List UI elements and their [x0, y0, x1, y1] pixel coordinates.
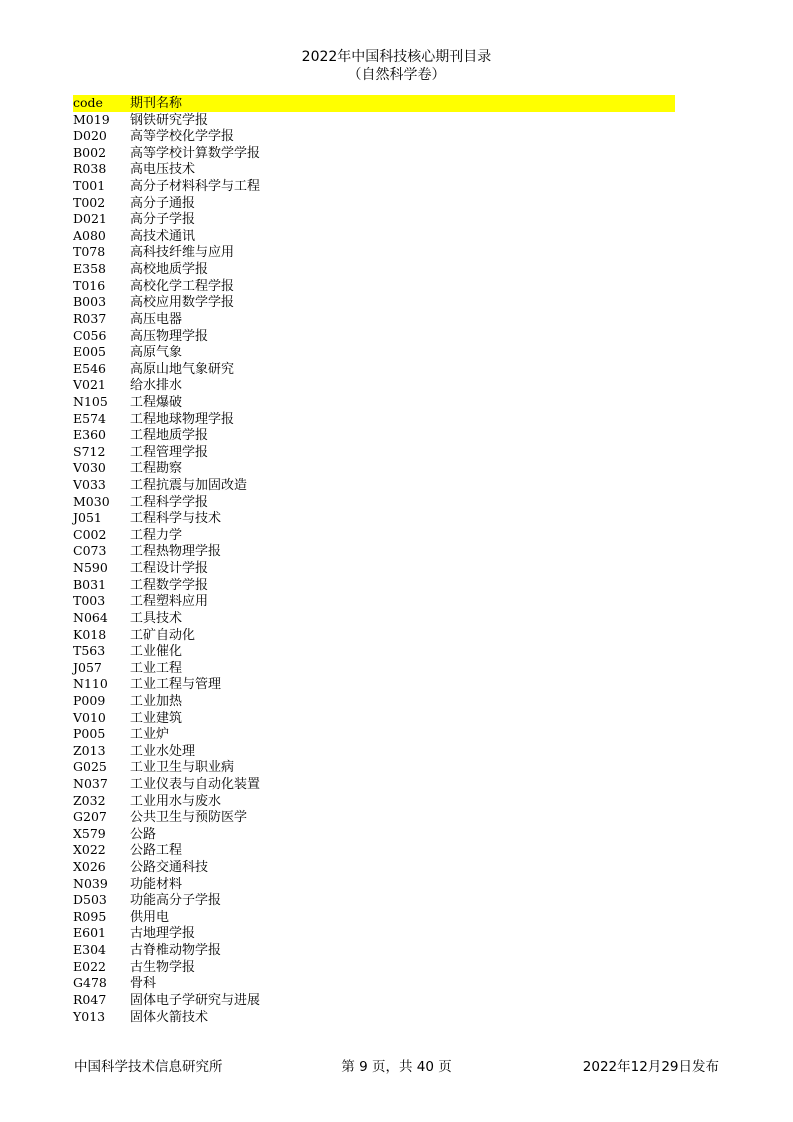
table-row [73, 377, 675, 394]
journal-name: 工程数学学报 [130, 577, 209, 593]
journal-code: Z032 [73, 792, 106, 808]
table-row [73, 809, 675, 826]
table-row [73, 826, 675, 843]
journal-code: G478 [73, 975, 107, 991]
table-row [73, 743, 675, 760]
journal-code: J057 [73, 659, 102, 675]
journal-code: R095 [73, 908, 107, 924]
journal-name: 工业卫生与职业病 [130, 760, 235, 776]
journal-code: D020 [73, 128, 107, 144]
journal-code: E005 [73, 344, 106, 360]
table-row [73, 543, 675, 560]
table-row [73, 145, 675, 162]
journal-name: 工程勘察 [130, 461, 183, 477]
journal-code: J051 [73, 510, 102, 526]
journal-code: T563 [73, 643, 106, 659]
journal-code: N064 [73, 609, 108, 625]
table-row [73, 643, 675, 660]
journal-name: 工程抗震与加固改造 [130, 478, 248, 494]
journal-name: 高校化学工程学报 [130, 278, 235, 294]
table-row [73, 211, 675, 228]
table-row [73, 942, 675, 959]
table-row [73, 759, 675, 776]
journal-name: 公路交通科技 [130, 860, 209, 876]
journal-name: 钢铁研究学报 [130, 112, 209, 128]
table-row [73, 427, 675, 444]
journal-name: 固体火箭技术 [130, 1009, 209, 1025]
journal-name: 工程地质学报 [130, 428, 209, 444]
journal-code: X022 [73, 842, 106, 858]
table-row [73, 660, 675, 677]
table-row [73, 460, 675, 477]
journal-code: P009 [73, 692, 106, 708]
table-row [73, 577, 675, 594]
journal-name: 古生物学报 [130, 959, 196, 975]
journal-name: 工程塑料应用 [130, 594, 209, 610]
journal-name: 工程地球物理学报 [130, 411, 235, 427]
table-row [73, 278, 675, 295]
table-row [73, 195, 675, 212]
table-row [73, 876, 675, 893]
table-row [73, 726, 675, 743]
journal-code: Z013 [73, 742, 106, 758]
footer-publisher: 中国科学技术信息研究所 [74, 1059, 223, 1075]
journal-code: N110 [73, 676, 108, 692]
table-row [73, 527, 675, 544]
journal-name: 工业炉 [130, 727, 170, 743]
journal-code: M030 [73, 493, 110, 509]
table-row [73, 925, 675, 942]
table-row [73, 494, 675, 511]
journal-name: 工业用水与废水 [130, 793, 222, 809]
table-row [73, 112, 675, 129]
journal-code: B031 [73, 576, 107, 592]
journal-code: R037 [73, 310, 107, 326]
journal-name: 工业工程 [130, 660, 183, 676]
table-row [73, 328, 675, 345]
journal-name: 古脊椎动物学报 [130, 943, 222, 959]
journal-code: V021 [73, 377, 106, 393]
journal-name: 高分子材料科学与工程 [130, 179, 261, 195]
table-row [73, 228, 675, 245]
journal-name: 工业水处理 [130, 743, 196, 759]
journal-name: 工程爆破 [130, 394, 183, 410]
table-row [73, 610, 675, 627]
journal-code: A080 [73, 227, 106, 243]
footer-page-number: 第 9 页，共 40 页 [341, 1059, 452, 1075]
journal-name: 功能材料 [130, 876, 183, 892]
table-row [73, 560, 675, 577]
journal-name: 工业仪表与自动化装置 [130, 776, 261, 792]
journal-code: R047 [73, 991, 107, 1007]
journal-name: 给水排水 [130, 378, 183, 394]
journal-name: 高等学校计算数学学报 [130, 145, 261, 161]
journal-name: 高校地质学报 [130, 262, 209, 278]
journal-name: 功能高分子学报 [130, 893, 222, 909]
journal-code: N590 [73, 560, 108, 576]
table-row [73, 776, 675, 793]
journal-table [73, 95, 675, 1025]
journal-name: 高校应用数学学报 [130, 295, 235, 311]
journal-name: 工业建筑 [130, 710, 183, 726]
table-row [73, 975, 675, 992]
table-row [73, 128, 675, 145]
table-row [73, 1009, 675, 1026]
journal-code: E546 [73, 360, 106, 376]
journal-code: P005 [73, 726, 106, 742]
journal-code: G207 [73, 809, 107, 825]
table-row [73, 178, 675, 195]
journal-name: 固体电子学研究与进展 [130, 992, 261, 1008]
journal-code: N037 [73, 775, 108, 791]
table-row [73, 909, 675, 926]
journal-code: M019 [73, 111, 110, 127]
journal-name: 高压电器 [130, 311, 183, 327]
journal-name: 高压物理学报 [130, 328, 209, 344]
table-row [73, 593, 675, 610]
table-row [73, 793, 675, 810]
page-title: 2022年中国科技核心期刊目录 [301, 49, 492, 65]
journal-code: V033 [73, 477, 106, 493]
journal-name: 工程力学 [130, 527, 183, 543]
journal-code: G025 [73, 759, 107, 775]
journal-code: C056 [73, 327, 107, 343]
journal-code: R038 [73, 161, 107, 177]
journal-code: E022 [73, 958, 106, 974]
journal-code: D021 [73, 211, 107, 227]
footer-date: 2022年12月29日发布 [582, 1059, 719, 1075]
table-row [73, 510, 675, 527]
table-row [73, 859, 675, 876]
journal-name: 高科技纤维与应用 [130, 245, 235, 261]
table-row [73, 710, 675, 727]
header-name: 期刊名称 [130, 96, 183, 111]
table-row [73, 676, 675, 693]
journal-name: 骨科 [130, 976, 157, 992]
journal-name: 古地理学报 [130, 926, 196, 942]
journal-code: B002 [73, 144, 107, 160]
journal-code: V030 [73, 460, 106, 476]
table-body [73, 112, 675, 1026]
journal-code: T003 [73, 593, 106, 609]
table-row [73, 344, 675, 361]
journal-code: T001 [73, 178, 106, 194]
journal-code: E601 [73, 925, 106, 941]
journal-code: S712 [73, 443, 106, 459]
page-subtitle: （自然科学卷） [347, 67, 446, 83]
journal-name: 高原气象 [130, 345, 183, 361]
table-row [73, 411, 675, 428]
table-row [73, 394, 675, 411]
journal-name: 高技术通讯 [130, 228, 196, 244]
journal-code: D503 [73, 892, 107, 908]
journal-code: X579 [73, 825, 106, 841]
journal-code: E574 [73, 410, 106, 426]
header-code: code [73, 95, 103, 110]
journal-name: 工程管理学报 [130, 444, 209, 460]
journal-name: 高原山地气象研究 [130, 361, 235, 377]
journal-code: T078 [73, 244, 106, 260]
journal-name: 高分子通报 [130, 195, 196, 211]
journal-code: N105 [73, 393, 108, 409]
journal-code: X026 [73, 859, 106, 875]
table-row [73, 294, 675, 311]
table-row [73, 477, 675, 494]
table-row [73, 892, 675, 909]
journal-name: 工业催化 [130, 644, 183, 660]
journal-code: C073 [73, 543, 107, 559]
journal-code: E358 [73, 261, 106, 277]
journal-code: E360 [73, 427, 106, 443]
table-row [73, 959, 675, 976]
journal-name: 工程热物理学报 [130, 544, 222, 560]
journal-name: 供用电 [130, 909, 170, 925]
journal-name: 公路工程 [130, 843, 183, 859]
journal-code: N039 [73, 875, 108, 891]
journal-name: 工业加热 [130, 693, 183, 709]
journal-name: 工程科学学报 [130, 494, 209, 510]
table-row [73, 161, 675, 178]
journal-name: 公共卫生与预防医学 [130, 810, 248, 826]
table-row [73, 244, 675, 261]
table-row [73, 992, 675, 1009]
journal-code: V010 [73, 709, 106, 725]
journal-name: 高等学校化学学报 [130, 129, 235, 145]
journal-code: T002 [73, 194, 106, 210]
journal-code: E304 [73, 942, 106, 958]
table-row [73, 311, 675, 328]
table-row [73, 693, 675, 710]
table-row [73, 361, 675, 378]
journal-name: 高电压技术 [130, 162, 196, 178]
journal-name: 工程科学与技术 [130, 511, 222, 527]
table-row [73, 627, 675, 644]
table-row [73, 444, 675, 461]
journal-code: T016 [73, 277, 106, 293]
journal-name: 工矿自动化 [130, 627, 196, 643]
journal-code: C002 [73, 526, 107, 542]
table-header-row [73, 95, 675, 112]
journal-name: 公路 [130, 826, 157, 842]
table-row [73, 842, 675, 859]
journal-name: 高分子学报 [130, 212, 196, 228]
journal-name: 工业工程与管理 [130, 677, 222, 693]
journal-code: B003 [73, 294, 107, 310]
journal-code: Y013 [73, 1008, 106, 1024]
journal-code: K018 [73, 626, 107, 642]
journal-name: 工具技术 [130, 610, 183, 626]
journal-name: 工程设计学报 [130, 561, 209, 577]
table-row [73, 261, 675, 278]
